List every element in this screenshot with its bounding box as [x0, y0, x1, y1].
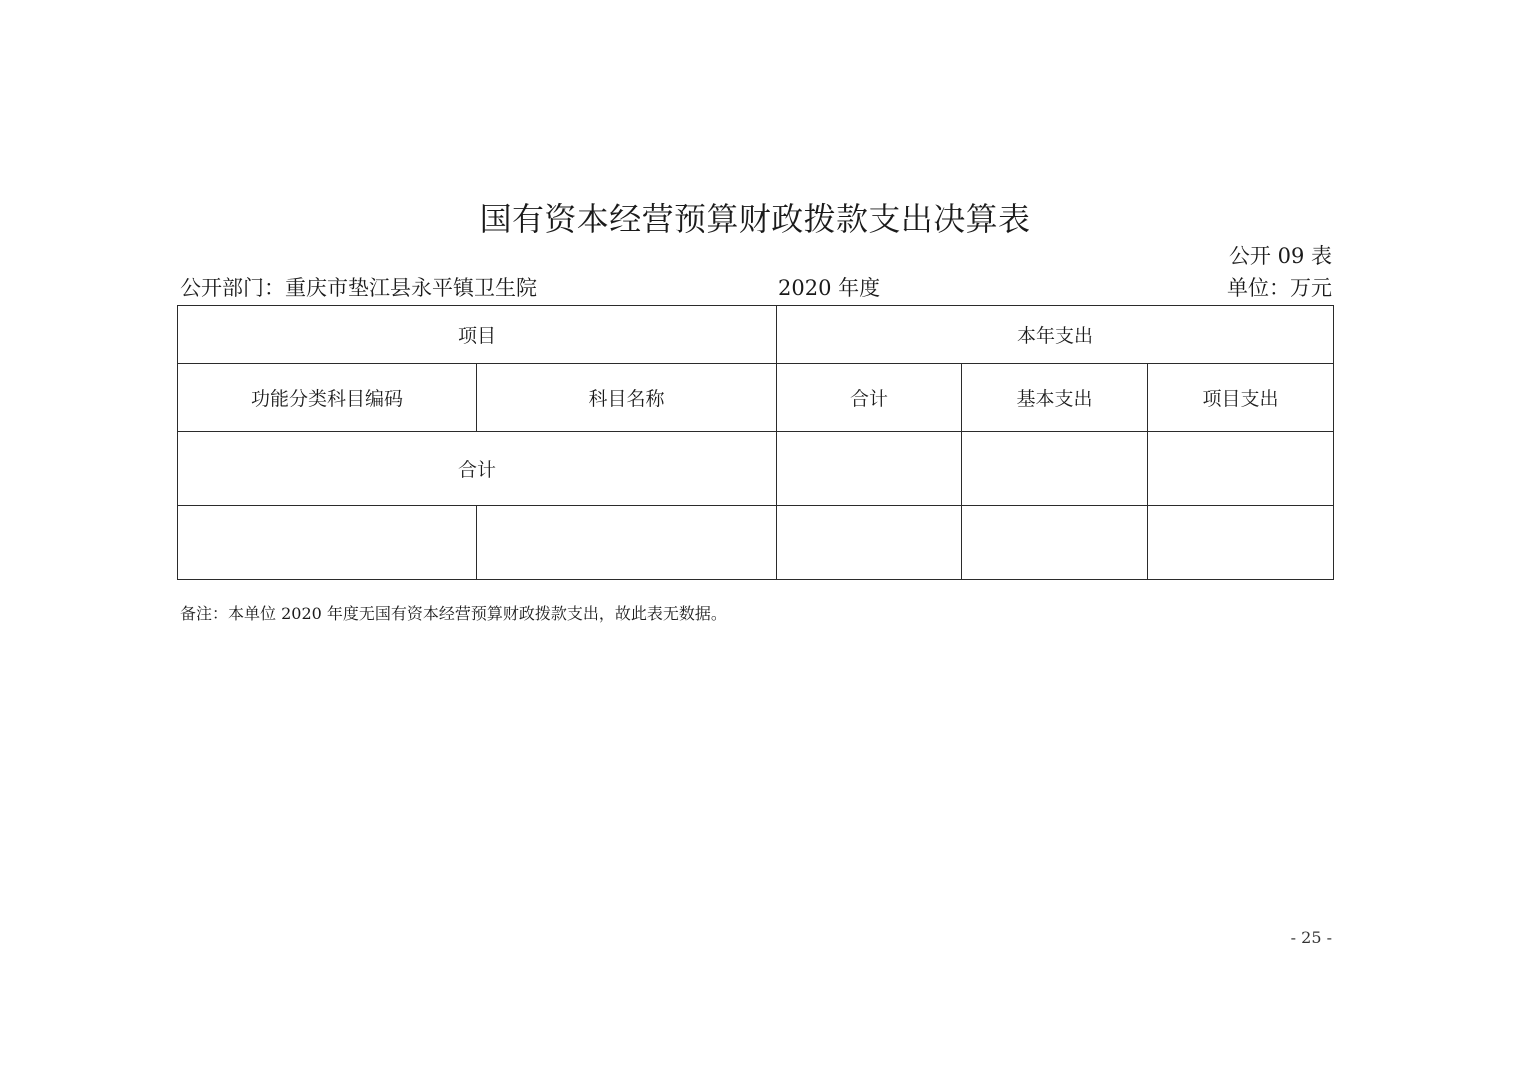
table-row [178, 506, 1334, 580]
row-name-cell [477, 506, 777, 580]
expenditure-table [177, 305, 1334, 580]
total-row-label: 合计 [178, 432, 777, 506]
page-number: - 25 - [1290, 928, 1332, 947]
document-title: 国有资本经营预算财政拨款支出决算表 [479, 200, 1031, 238]
total-row-basic-cell [962, 432, 1148, 506]
column-header-name: 科目名称 [477, 364, 777, 432]
row-basic-cell [962, 506, 1148, 580]
footnote: 备注：本单位 2020 年度无国有资本经营预算财政拨款支出，故此表无数据。 [180, 604, 727, 623]
department-label: 公开部门：重庆市垫江县永平镇卫生院 [180, 276, 537, 300]
form-number: 公开 09 表 [1228, 244, 1332, 268]
unit-label: 单位：万元 [1227, 276, 1332, 300]
column-header-code: 功能分类科目编码 [178, 364, 477, 432]
table-header-group-row [178, 306, 1334, 364]
column-header-basic: 基本支出 [962, 364, 1148, 432]
fiscal-year: 2020 年度 [778, 276, 881, 300]
column-header-project: 项目支出 [1148, 364, 1334, 432]
row-project-cell [1148, 506, 1334, 580]
column-header-total: 合计 [777, 364, 962, 432]
header-item: 项目 [178, 306, 777, 364]
row-total-cell [777, 506, 962, 580]
table-header-columns-row [178, 364, 1334, 432]
total-row-project-cell [1148, 432, 1334, 506]
total-row-total-cell [777, 432, 962, 506]
header-current-year-expenditure: 本年支出 [777, 306, 1334, 364]
row-code-cell [178, 506, 477, 580]
table-total-row [178, 432, 1334, 506]
